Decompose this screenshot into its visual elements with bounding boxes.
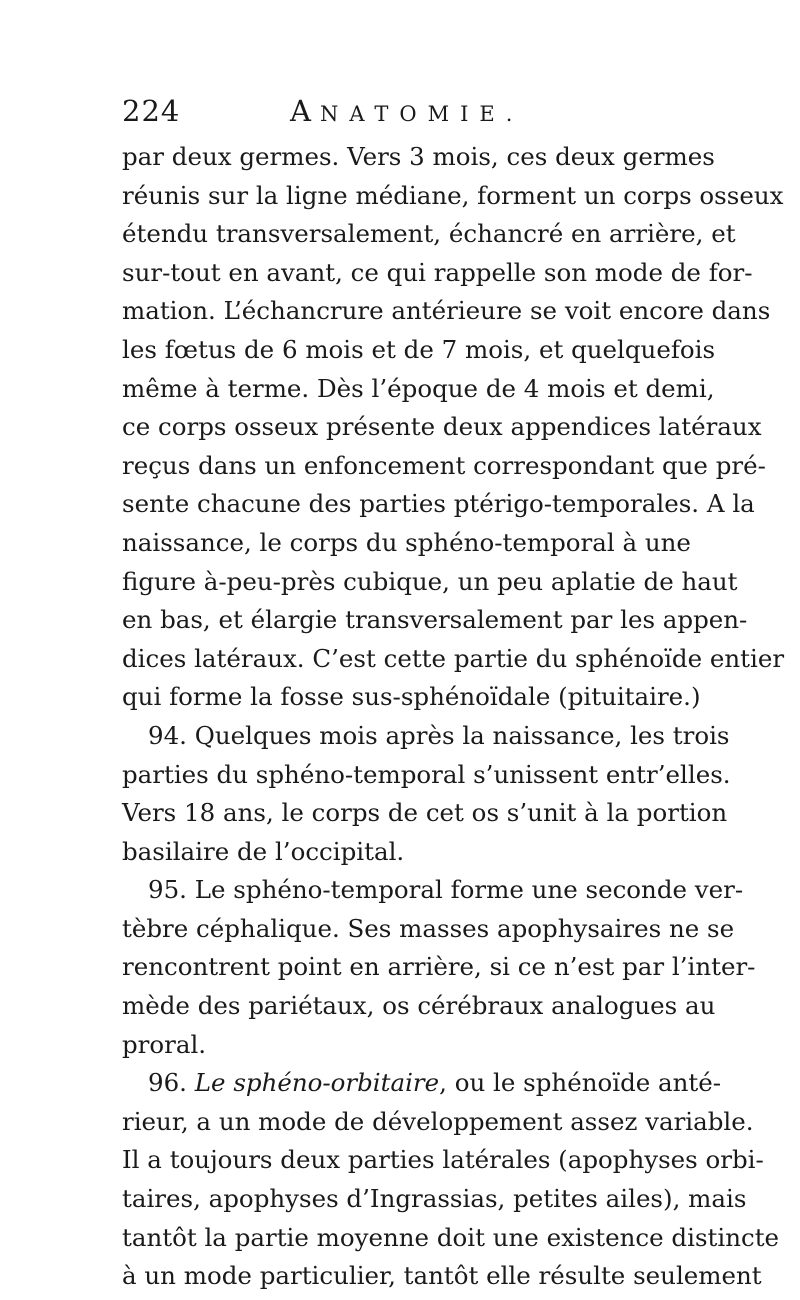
text-line: Il a toujours deux parties latérales (apophyses orbi- <box>122 1145 764 1175</box>
text-line: tèbre céphalique. Ses masses apophysaires ne se <box>122 913 735 943</box>
text-line: proral. <box>122 1029 207 1059</box>
text-line: rieur, a un mode de développement assez variable. <box>122 1106 754 1136</box>
text-line: les fœtus de 6 mois et de 7 mois, et quelquefois <box>122 334 716 364</box>
text-line: figure à-peu-près cubique, un peu aplatie de haut <box>122 566 738 596</box>
paragraph-96-line <box>122 1064 722 1103</box>
text-line: qui forme la fosse sus-sphénoïdale (pituitaire.) <box>122 682 701 712</box>
text-line: dices latéraux. C’est cette partie du sphénoïde entier <box>122 643 785 673</box>
paragraph-number: 96. <box>148 1068 187 1098</box>
text-line: mation. L’échancrure antérieure se voit encore dans <box>122 296 771 326</box>
text-line: étendu transversalement, échancré en arrière, et <box>122 219 736 249</box>
running-head <box>290 94 523 128</box>
paragraph-95-line: 95. Le sphéno-temporal forme une seconde ver- <box>148 875 744 905</box>
text-line: réunis sur la ligne médiane, forment un corps osseux <box>122 180 784 210</box>
text-line: rencontrent point en arrière, si ce n’est par l’inter- <box>122 952 756 982</box>
text-line: reçus dans un enfoncement correspondant que pré- <box>122 450 766 480</box>
page-header <box>122 94 682 134</box>
text-line: même à terme. Dès l’époque de 4 mois et demi, <box>122 373 715 403</box>
text-line: sente chacune des parties ptérigo-temporales. A la <box>122 489 755 519</box>
text-line: Vers 18 ans, le corps de cet os s’unit à la portion <box>122 798 728 828</box>
text-line: par deux germes. Vers 3 mois, ces deux germes <box>122 142 715 171</box>
line-rest: , ou le sphénoïde anté- <box>439 1068 722 1098</box>
text-line: à un mode particulier, tantôt elle résulte seulement <box>122 1261 762 1291</box>
text-line: tantôt la partie moyenne doit une existence distincte <box>122 1222 780 1252</box>
page-number: 224 <box>122 94 181 128</box>
text-line: en bas, et élargie transversalement par les appen- <box>122 605 748 635</box>
text-line: ce corps osseux présente deux appendices latéraux <box>122 412 762 442</box>
text-line: basilaire de l’occipital. <box>122 836 405 866</box>
text-line: mède des pariétaux, os cérébraux analogues au <box>122 991 716 1021</box>
running-head-initial: A <box>290 94 320 128</box>
body-text <box>122 138 785 1296</box>
italic-term: Le sphéno-orbitaire <box>194 1068 440 1098</box>
text-line: taires, apophyses d’Ingrassias, petites ailes), mais <box>122 1184 747 1214</box>
text-line: naissance, le corps du sphéno-temporal à une <box>122 527 691 557</box>
paragraph-94-line: 94. Quelques mois après la naissance, les trois <box>148 720 730 750</box>
text-line: parties du sphéno-temporal s’unissent entr’elles. <box>122 759 731 789</box>
text-line: sur-tout en avant, ce qui rappelle son mode de for- <box>122 257 753 287</box>
running-head-rest: NATOMIE. <box>319 102 524 126</box>
